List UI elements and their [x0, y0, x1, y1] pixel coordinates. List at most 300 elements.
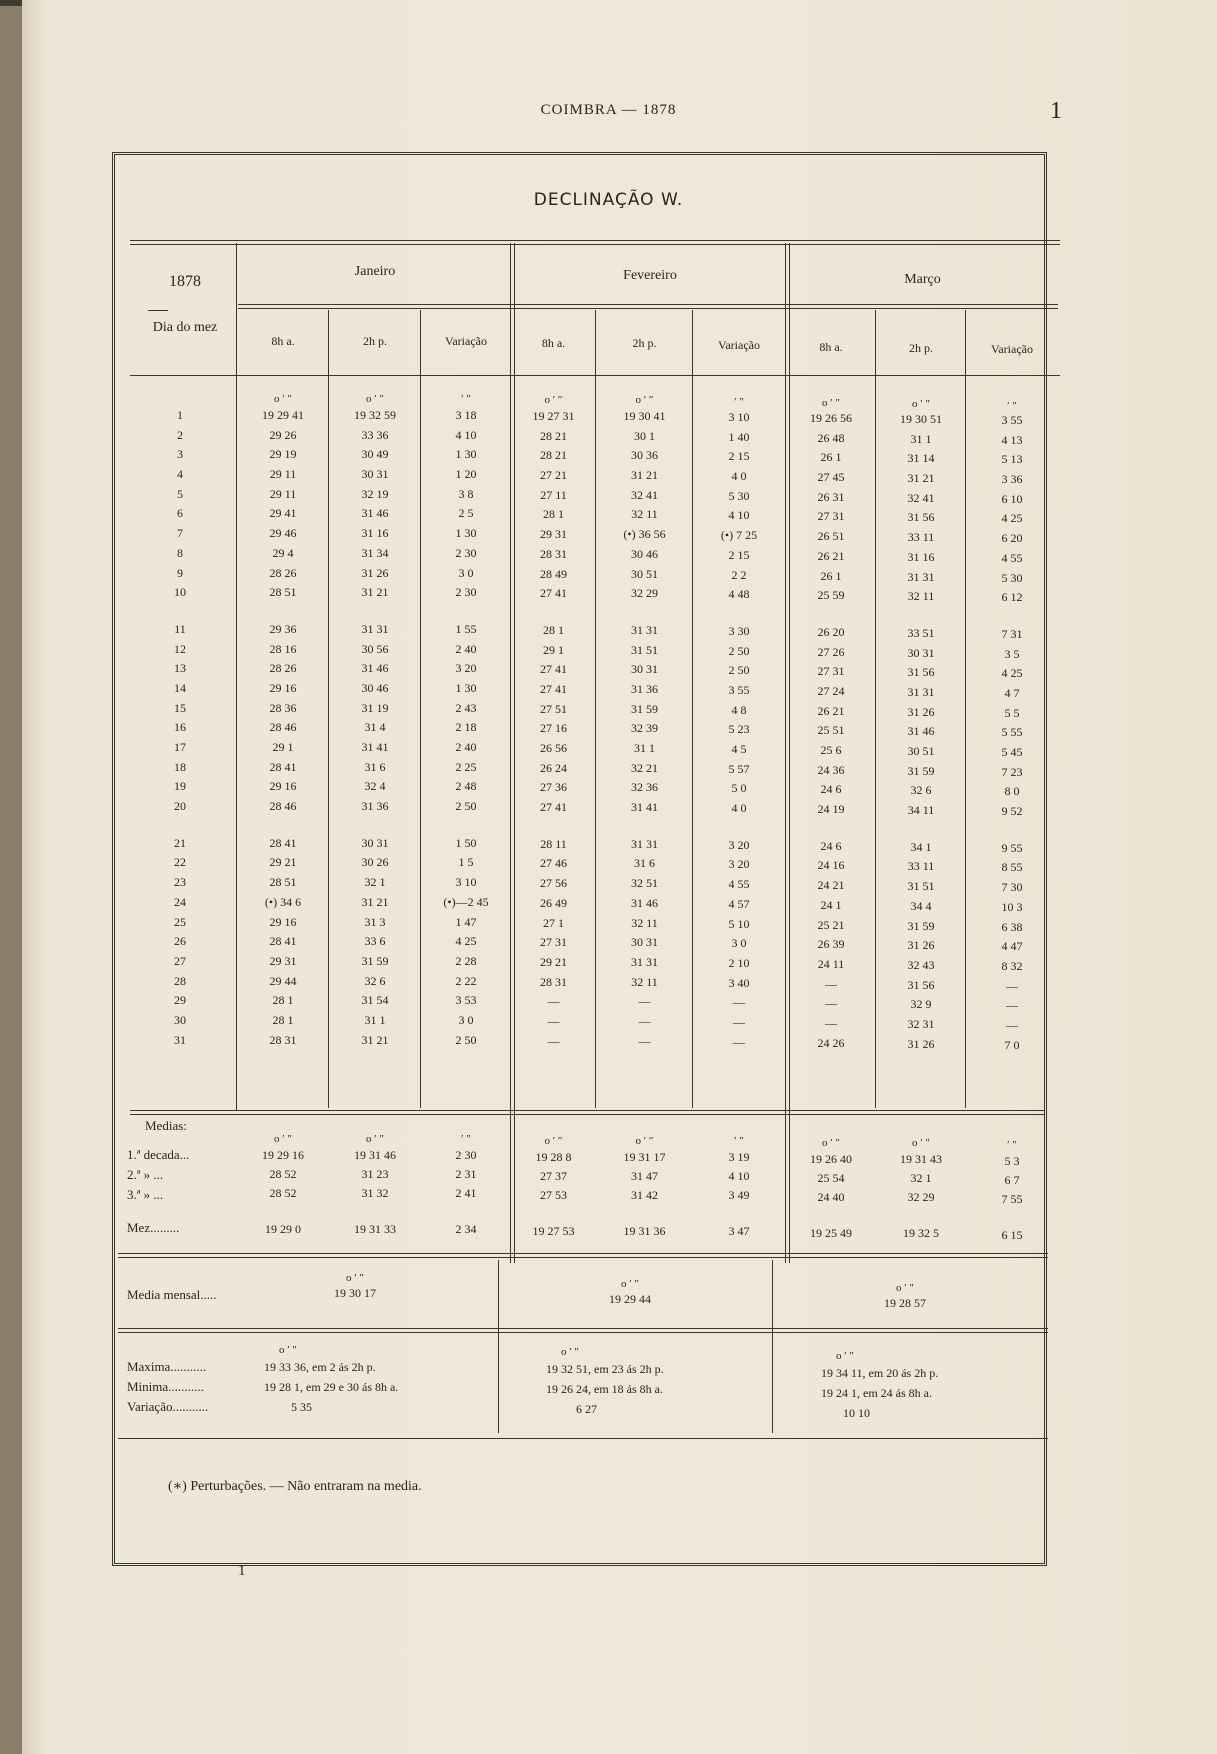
table-cell: 31 16	[361, 526, 389, 541]
table-cell: 2 18	[455, 720, 477, 735]
jan-2p-column	[330, 406, 420, 1050]
rule-lower-2	[772, 1260, 773, 1433]
table-cell: 1 30	[455, 447, 477, 462]
table-cell: 27 45	[817, 470, 845, 485]
page-number: 1	[1050, 98, 1062, 124]
day-number: 16	[174, 720, 186, 735]
table-cell: —	[547, 994, 560, 1009]
table-cell: 2 10	[728, 955, 750, 970]
table-cell: 28 36	[269, 700, 297, 715]
table-cell: 2 5	[458, 506, 474, 521]
extremes-jan	[264, 1357, 398, 1417]
table-cell: 26 1	[820, 450, 842, 465]
day-number: 13	[174, 661, 186, 676]
table-cell: 31 31	[907, 569, 935, 584]
table-cell: 4 8	[731, 702, 747, 717]
table-cell: 19 26 56	[810, 411, 852, 425]
table-cell: 31 59	[907, 918, 935, 933]
table-cell: 28 1	[543, 507, 564, 522]
decade-mean-cell: 7 55	[1001, 1192, 1023, 1206]
rule-above-monthly-mean	[118, 1253, 1048, 1258]
mar-8a-month-mean: 19 25 49	[810, 1226, 852, 1240]
table-cell: 33 11	[907, 859, 935, 874]
table-cell: 28 1	[543, 622, 564, 637]
table-cell: 28 46	[269, 720, 297, 735]
decade-mean-cell: 28 52	[269, 1167, 297, 1181]
table-cell: 31 21	[631, 468, 658, 483]
table-cell: 29 16	[269, 779, 297, 794]
decade-mean-cell: 31 23	[361, 1167, 389, 1181]
day-number: 9	[177, 565, 183, 580]
table-cell: 31 31	[631, 622, 658, 637]
extremes-labels	[127, 1357, 208, 1417]
running-head: COIMBRA — 1878	[540, 102, 677, 118]
monthly-mean-units-feb: o ′ ″	[621, 1278, 639, 1290]
day-number: 5	[177, 486, 183, 501]
rule-lower-1	[498, 1260, 499, 1433]
table-cell: 26 24	[540, 760, 567, 775]
table-cell: 30 31	[907, 645, 935, 660]
table-cell: 26 51	[817, 529, 845, 544]
decade-gap	[877, 607, 965, 624]
table-cell: 27 51	[540, 701, 567, 716]
means-row-labels	[127, 1145, 189, 1205]
table-cell: 1 30	[455, 680, 477, 695]
table-cell: 2 50	[728, 663, 750, 678]
table-cell: 3 10	[455, 875, 477, 890]
table-cell: 31 1	[364, 1012, 386, 1027]
table-cell: 1 5	[458, 855, 474, 870]
monthly-mean-jan: 19 30 17	[334, 1286, 376, 1300]
jan-maxima: 19 33 36, em 2 ás 2h p.	[264, 1360, 376, 1374]
table-cell: 31 1	[910, 431, 932, 446]
table-cell: 2 2	[731, 567, 747, 582]
sub-feb-8a: 8h a.	[541, 336, 566, 350]
table-cell: 24 16	[817, 858, 845, 873]
mar-8a-column	[787, 409, 875, 1053]
table-cell: 5 30	[1001, 570, 1023, 585]
jan-8a-column	[238, 406, 328, 1050]
sub-mar-2p: 2h p.	[909, 341, 933, 355]
table-cell: 3 0	[458, 565, 474, 580]
table-cell: 27 46	[540, 856, 567, 871]
table-cell: 1 55	[455, 621, 477, 636]
table-cell: 27 26	[817, 644, 845, 659]
table-cell: 31 14	[907, 451, 935, 466]
table-cell: 31 46	[907, 724, 935, 739]
table-cell: 9 55	[1001, 840, 1023, 855]
decade-mean-cell: 19 28 8	[535, 1150, 572, 1164]
day-number: 21	[174, 835, 186, 850]
table-cell: 4 10	[455, 427, 477, 442]
table-cell: 26 1	[820, 568, 842, 583]
table-cell: 31 6	[364, 759, 386, 774]
decade-mean-cell: 19 31 43	[900, 1152, 942, 1166]
table-cell: 8 55	[1001, 860, 1023, 875]
table-cell: 31 6	[634, 856, 655, 871]
table-cell: 31 21	[361, 894, 389, 909]
decade-gap	[422, 603, 510, 620]
table-cell: 27 31	[540, 935, 567, 950]
table-cell: 2 40	[455, 740, 477, 754]
monthly-mean-mar: 19 28 57	[884, 1296, 926, 1310]
maxima-label: Maxima...........	[127, 1359, 207, 1374]
table-cell: 31 19	[361, 700, 389, 715]
table-cell: 6 20	[1001, 531, 1023, 546]
table-cell: 30 36	[631, 448, 658, 463]
table-cell: 7 0	[1004, 1037, 1020, 1052]
table-cell: 1 40	[728, 429, 750, 444]
mar-var-decade-means	[967, 1152, 1057, 1209]
table-cell: 2 50	[455, 1032, 477, 1047]
table-cell: 3 20	[728, 857, 750, 872]
day-number: 7	[177, 526, 183, 541]
table-cell: 32 36	[631, 780, 658, 795]
decade-mean-cell: 2 31	[455, 1167, 477, 1181]
table-cell: 27 41	[540, 800, 567, 815]
table-cell: 27 36	[540, 780, 567, 795]
means-units-mar-8a: o ′ ″	[822, 1137, 840, 1149]
decade-gap	[967, 822, 1057, 839]
table-cell: 31 46	[631, 895, 658, 910]
rule-mar-c2	[965, 310, 966, 1108]
decade-gap	[238, 817, 328, 834]
table-cell: 31 36	[631, 681, 658, 696]
day-number: 28	[174, 973, 186, 988]
monthly-mean-feb: 19 29 44	[609, 1292, 651, 1306]
day-number: 20	[174, 799, 186, 814]
means-units-feb-8a: o ′ ″	[544, 1135, 563, 1147]
table-cell: 3 36	[1001, 472, 1023, 487]
table-cell: 32 11	[631, 915, 658, 930]
table-cell: 2 40	[455, 641, 477, 656]
table-cell: 31 1	[634, 741, 655, 755]
day-number: 24	[174, 894, 186, 909]
table-cell: 3 30	[728, 623, 750, 638]
rule-under-months	[238, 304, 1058, 309]
table-cell: 5 23	[728, 722, 750, 737]
day-label: Dia do mez	[152, 320, 218, 335]
table-cell: 29 41	[269, 506, 297, 521]
table-cell: 2 28	[455, 953, 477, 968]
table-cell: 32 21	[631, 760, 658, 775]
table-cell: 28 51	[269, 585, 297, 600]
table-cell: 5 5	[1004, 705, 1020, 720]
table-cell: 29 31	[269, 953, 297, 968]
table-cell: 30 1	[634, 428, 655, 443]
table-cell: 32 1	[364, 875, 386, 890]
table-cell: 31 26	[907, 938, 935, 953]
means-units-jan-var: ′ ″	[461, 1133, 471, 1145]
table-cell: 19 27 31	[532, 409, 575, 423]
table-cell: 32 9	[910, 997, 932, 1012]
decade-mean-cell: 32 29	[907, 1190, 935, 1204]
table-title: DECLINAÇÃO W.	[533, 190, 684, 210]
decade-gap	[787, 606, 875, 623]
feb-2p-decade-means	[597, 1148, 692, 1205]
table-cell: 26 21	[817, 548, 845, 563]
table-cell: 31 4	[364, 720, 386, 735]
table-cell: 32 11	[907, 589, 935, 604]
table-cell: 7 23	[1001, 764, 1023, 779]
table-cell: 8 32	[1001, 958, 1023, 973]
jan-var-decade-means	[422, 1146, 510, 1203]
table-cell: 25 51	[817, 723, 845, 738]
table-cell: 30 51	[907, 744, 935, 758]
table-cell: 4 10	[728, 508, 750, 523]
table-cell: 5 30	[728, 488, 750, 503]
units-mar-var: ′ ″	[1007, 400, 1017, 412]
table-cell: 24 36	[817, 762, 845, 777]
table-cell: 24 1	[820, 897, 842, 912]
month-fevereiro: Fevereiro	[623, 268, 677, 283]
jan-2p-month-mean: 19 31 33	[354, 1222, 396, 1236]
table-cell: 26 31	[817, 489, 845, 504]
day-number: 2	[177, 427, 183, 442]
rule-feb-c2	[692, 310, 693, 1108]
table-cell: 31 59	[631, 701, 658, 716]
table-cell: 9 52	[1001, 804, 1023, 819]
table-cell: —	[825, 1015, 837, 1030]
table-cell: 34 4	[910, 898, 932, 913]
table-cell: 4 47	[1001, 939, 1023, 954]
units-jan-var: ′ ″	[461, 393, 471, 405]
table-cell: 32 43	[907, 957, 935, 972]
decade-mean-cell: 31 42	[631, 1188, 658, 1202]
table-cell: 32 6	[364, 973, 386, 988]
table-cell: 4 57	[728, 896, 750, 911]
table-cell: 29 11	[269, 486, 297, 501]
decade-gap	[597, 818, 692, 835]
table-cell: 27 41	[540, 681, 567, 696]
table-cell: 2 30	[455, 585, 477, 600]
table-cell: 28 41	[269, 759, 297, 774]
table-cell: 27 31	[817, 509, 845, 524]
means-title: Medias:	[145, 1118, 187, 1133]
mar-2p-column	[877, 410, 965, 1054]
table-cell: 28 21	[540, 428, 567, 443]
footnote: (∗) Perturbações. — Não entraram na media.	[168, 1479, 422, 1494]
table-cell: 29 19	[269, 447, 297, 462]
jan-minima: 19 28 1, em 29 e 30 ás 8h a.	[264, 1380, 399, 1394]
table-cell: 29 16	[269, 680, 297, 695]
table-cell: 3 0	[731, 936, 747, 951]
table-cell: 32 11	[631, 974, 658, 989]
extremes-units-jan: o ′ ″	[279, 1344, 297, 1356]
table-cell: 28 41	[269, 835, 297, 850]
table-cell: 3 40	[728, 975, 750, 990]
mar-var-month-mean: 6 15	[1001, 1228, 1023, 1242]
rule-day-column	[236, 243, 237, 1111]
table-cell: 3 55	[728, 682, 750, 697]
table-cell: 29 21	[269, 855, 297, 870]
table-cell: 31 21	[361, 1032, 389, 1047]
mar-maxima: 19 34 11, em 20 ás 2h p.	[821, 1366, 939, 1380]
table-cell: 31 21	[907, 471, 935, 486]
decade-mean-cell: 31 32	[361, 1186, 389, 1200]
extremes-mar	[821, 1363, 938, 1423]
rule-above-footnote	[118, 1438, 1048, 1439]
feb-8a-column	[512, 407, 595, 1051]
rule-jan-c2	[420, 310, 421, 1108]
table-cell: 2 15	[728, 547, 750, 562]
table-cell: —	[638, 994, 651, 1009]
table-cell: 28 26	[269, 565, 297, 580]
decade-mean-cell: 27 37	[540, 1169, 567, 1183]
units-feb-2p: o ′ ″	[635, 394, 654, 406]
table-cell: 31 54	[361, 993, 389, 1008]
table-cell: 32 11	[631, 507, 658, 522]
decade-gap	[694, 819, 784, 836]
table-cell: 25 6	[820, 743, 842, 757]
decade-gap	[160, 603, 200, 620]
table-cell: 27 1	[543, 915, 564, 930]
table-cell: 34 11	[907, 803, 935, 818]
table-cell: 1 47	[455, 914, 477, 929]
table-cell: 4 25	[1001, 666, 1023, 681]
units-jan-8a: o ′ ″	[274, 393, 292, 405]
sub-jan-8a: 8h a.	[271, 334, 295, 348]
table-cell: 27 16	[540, 721, 567, 736]
table-cell: 5 57	[728, 761, 750, 776]
table-cell: (•)—2 45	[443, 894, 489, 909]
table-cell: 32 19	[361, 486, 389, 501]
mar-variation-column	[967, 411, 1057, 1055]
table-cell: —	[733, 1034, 745, 1049]
table-cell: 31 16	[907, 549, 935, 564]
table-cell: 24 6	[820, 838, 842, 853]
table-cell: 5 45	[1001, 745, 1023, 759]
means-units-feb-2p: o ′ ″	[635, 1135, 654, 1147]
means-units-mar-var: ′ ″	[1007, 1139, 1017, 1151]
monthly-mean-units-mar: o ′ ″	[896, 1282, 914, 1294]
table-cell: 28 1	[272, 993, 294, 1008]
table-cell: 33 36	[361, 427, 389, 442]
decade-gap	[160, 817, 200, 834]
table-cell: 30 51	[631, 566, 658, 581]
day-number: 1	[177, 408, 183, 422]
year-label: 1878	[169, 273, 201, 290]
month-marco: Março	[904, 272, 941, 287]
decade-gap	[787, 820, 875, 837]
decade-mean-cell: 2 30	[455, 1148, 477, 1162]
table-cell: 5 10	[728, 916, 750, 931]
table-cell: 27 41	[540, 586, 567, 601]
table-cell: 30 56	[361, 641, 389, 656]
table-cell: 5 13	[1001, 452, 1023, 467]
decade-mean-cell: 4 10	[728, 1169, 750, 1183]
table-cell: 31 51	[631, 642, 658, 657]
feb-variacao: 6 27	[576, 1402, 597, 1416]
decade-gap	[512, 818, 595, 835]
table-cell: 26 20	[817, 624, 845, 639]
feb-8a-decade-means	[512, 1148, 595, 1205]
table-cell: 3 55	[1001, 413, 1023, 427]
mean-month-label: Mez.........	[127, 1220, 180, 1235]
table-cell: 7 30	[1001, 880, 1023, 895]
table-cell: 31 34	[361, 545, 389, 560]
day-number: 10	[174, 585, 186, 600]
sub-feb-2p: 2h p.	[632, 336, 657, 350]
table-cell: 29 1	[543, 642, 564, 657]
mar-variacao: 10 10	[843, 1406, 870, 1420]
feb-2p-month-mean: 19 31 36	[623, 1224, 666, 1238]
table-cell: 2 48	[455, 779, 477, 794]
rule-feb-c1	[595, 310, 596, 1108]
decade-gap	[597, 604, 692, 621]
table-cell: 30 46	[361, 680, 389, 695]
table-cell: 30 31	[361, 467, 389, 482]
day-number: 8	[177, 545, 183, 560]
decade-mean-cell: 3 49	[728, 1188, 750, 1202]
feb-var-month-mean: 3 47	[728, 1224, 750, 1238]
decade-mean-cell: 19 26 40	[810, 1152, 852, 1166]
table-cell: —	[1006, 1017, 1018, 1032]
table-cell: 34 1	[910, 839, 932, 854]
feb-variation-column	[694, 408, 784, 1052]
decade-mean-cell: 27 53	[540, 1188, 567, 1202]
day-number: 30	[174, 1012, 186, 1027]
means-units-jan-2p: o ′ ″	[366, 1133, 384, 1145]
table-cell: 30 49	[361, 447, 389, 462]
day-number: 26	[174, 934, 186, 949]
table-cell: 2 50	[728, 643, 750, 658]
table-cell: 10 3	[1001, 899, 1023, 914]
footer-mark: 1	[238, 1563, 246, 1579]
table-cell: 28 26	[269, 661, 297, 676]
table-cell: 26 21	[817, 703, 845, 718]
table-cell: 4 13	[1001, 432, 1023, 447]
table-cell: 32 31	[907, 1016, 935, 1031]
units-feb-var: ′ ″	[734, 396, 744, 408]
table-cell: 19 29 41	[262, 408, 304, 422]
table-cell: —	[733, 1014, 745, 1029]
day-number: 25	[174, 914, 186, 929]
decade-mean-cell: 25 54	[817, 1171, 845, 1185]
rule-jan-c1	[328, 310, 329, 1108]
table-cell: 28 11	[540, 836, 567, 851]
day-number: 3	[177, 447, 183, 462]
book-spine-edge	[0, 0, 22, 1754]
mar-minima: 19 24 1, em 24 ás 8h a.	[821, 1386, 932, 1400]
table-cell: 32 41	[631, 487, 658, 502]
table-cell: 31 31	[631, 836, 658, 851]
table-cell: —	[547, 1013, 560, 1028]
decade-gap	[877, 821, 965, 838]
table-cell: 26 39	[817, 937, 845, 952]
month-janeiro: Janeiro	[354, 264, 396, 279]
sub-jan-var: Variação	[445, 334, 487, 348]
table-cell: 31 56	[907, 510, 935, 525]
table-cell: 31 21	[361, 585, 389, 600]
table-cell: 28 16	[269, 641, 297, 656]
table-cell: 31 41	[631, 800, 658, 815]
jan-8a-month-mean: 19 29 0	[265, 1222, 301, 1236]
table-cell: 31 26	[907, 704, 935, 719]
table-cell: 1 20	[455, 467, 477, 482]
table-cell: 2 22	[455, 973, 477, 988]
table-cell: 5 0	[731, 781, 747, 796]
monthly-mean-units-jan: o ′ ″	[346, 1272, 364, 1284]
day-number: 4	[177, 467, 183, 482]
table-cell: —	[638, 1013, 651, 1028]
sub-jan-2p: 2h p.	[363, 334, 387, 348]
table-cell: 4 0	[731, 801, 747, 816]
table-cell: 31 36	[361, 799, 389, 814]
table-cell: 31 46	[361, 506, 389, 521]
table-cell: 26 48	[817, 430, 845, 445]
decade-gap	[330, 817, 420, 834]
